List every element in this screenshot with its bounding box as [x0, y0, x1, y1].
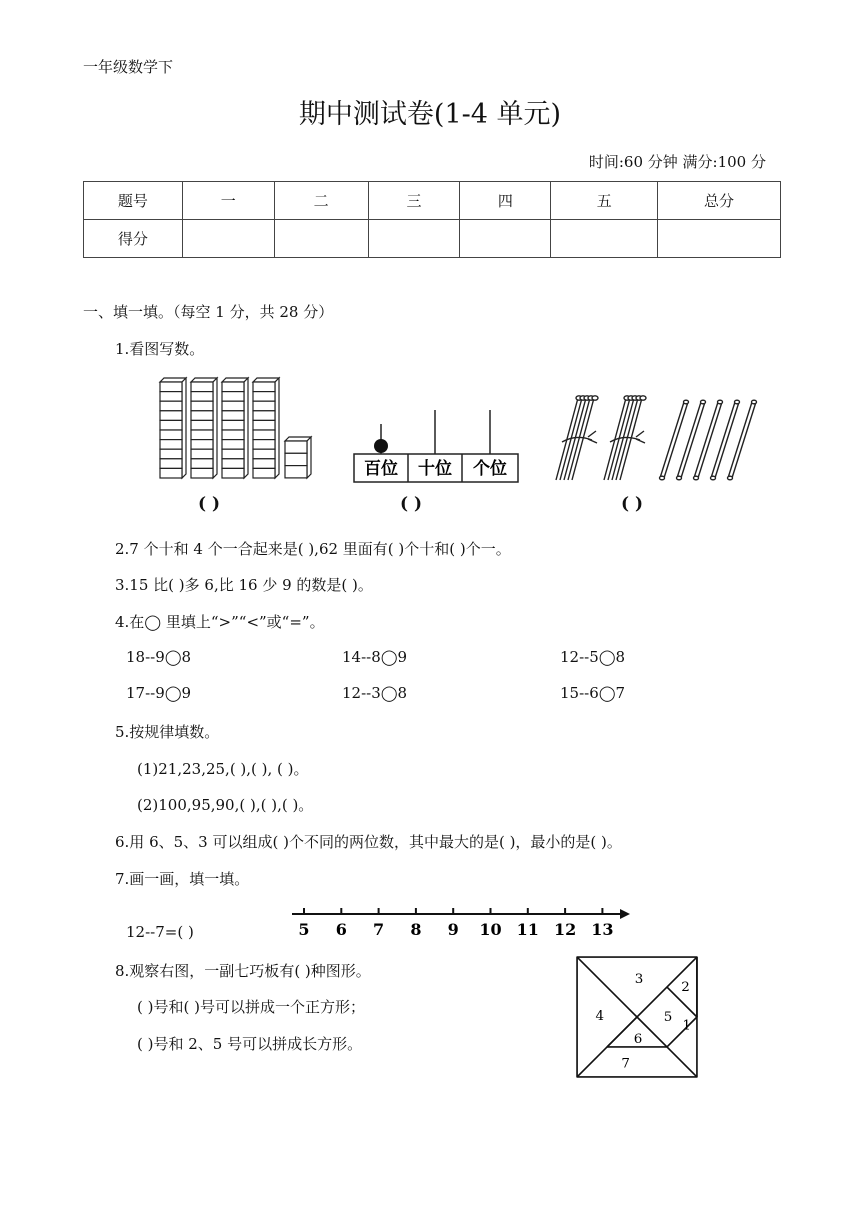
compare-item: 12--5◯8: [560, 648, 626, 666]
tangram-figure: [575, 955, 699, 1079]
question-2: 2.7 个十和 4 个一合起来是( ),62 里面有( )个十和( )个一。: [115, 540, 511, 558]
tangram-piece-label: 6: [633, 1031, 643, 1047]
sticks-figure: [548, 392, 776, 488]
header-cell: 五: [551, 182, 658, 220]
tangram-piece-label: 3: [634, 971, 644, 987]
ten-cube-column: [253, 378, 279, 478]
score-cell[interactable]: [460, 220, 551, 258]
number-line[interactable]: [288, 902, 633, 944]
tangram-piece-label: 1: [682, 1018, 691, 1034]
ten-cube-column: [160, 378, 186, 478]
number-line-label: 7: [373, 920, 385, 939]
score-cell[interactable]: [551, 220, 658, 258]
page-title: 期中测试卷(1-4 单元): [298, 99, 562, 130]
cube-columns-figure: [155, 376, 315, 486]
question-8-line-2: ( )号和 2、5 号可以拼成长方形。: [137, 1035, 363, 1053]
compare-item: 14--8◯9: [342, 648, 408, 666]
pattern-item: (2)100,95,90,( ),( ),( )。: [137, 796, 314, 814]
abacus-figure: [350, 404, 522, 486]
tangram-piece-label: 2: [681, 980, 690, 996]
score-cell[interactable]: [182, 220, 274, 258]
tangram-piece-label: 4: [595, 1009, 605, 1025]
stick-bundle: [556, 396, 598, 480]
score-cell[interactable]: [658, 220, 781, 258]
ten-cube-column: [222, 378, 248, 478]
number-line-label: 6: [335, 920, 347, 939]
number-line-label: 9: [447, 920, 459, 939]
answer-blank[interactable]: ( ): [621, 494, 644, 514]
question-7: 7.画一画，填一填。: [115, 870, 250, 888]
number-line-label: 8: [410, 920, 422, 939]
question-1: 1.看图写数。: [115, 340, 205, 358]
section-title: 一、填一填。（每空 1 分，共 28 分）: [83, 303, 334, 321]
stick-bundle: [604, 396, 646, 480]
compare-item: 12--3◯8: [342, 684, 408, 702]
header-cell: 二: [274, 182, 368, 220]
exam-meta: 时间:60 分钟 满分:100 分: [588, 153, 766, 171]
abacus-label: 个位: [473, 459, 507, 479]
subtraction-expression: 12--7=( ): [126, 923, 194, 941]
number-line-label: 5: [298, 920, 310, 939]
header-cell: 题号: [84, 182, 183, 220]
row-label-cell: 得分: [84, 220, 183, 258]
question-4: 4.在◯ 里填上“>”“<”或“=”。: [115, 613, 325, 631]
abacus-bead: [374, 439, 388, 453]
tangram-piece-label: 7: [621, 1056, 630, 1072]
table-row: [84, 220, 781, 258]
answer-blank[interactable]: ( ): [400, 494, 423, 514]
score-table: [83, 181, 781, 258]
number-line-label: 10: [479, 920, 502, 939]
ten-cube-column: [191, 378, 217, 478]
header-cell: 一: [182, 182, 274, 220]
compare-item: 15--6◯7: [560, 684, 626, 702]
question-8: 8.观察右图，一副七巧板有( )种图形。: [115, 962, 371, 980]
number-line-label: 13: [591, 920, 614, 939]
header-cell: 三: [368, 182, 460, 220]
pattern-item: (1)21,23,25,( ),( ), ( )。: [137, 760, 309, 778]
header-cell: 四: [460, 182, 551, 220]
compare-item: 17--9◯9: [126, 684, 192, 702]
abacus-label: 百位: [364, 459, 398, 479]
question-5: 5.按规律填数。: [115, 723, 220, 741]
answer-blank[interactable]: ( ): [198, 494, 221, 514]
question-6: 6.用 6、5、3 可以组成( )个不同的两位数，其中最大的是( )，最小的是( )。: [115, 833, 622, 851]
question-3: 3.15 比( )多 6,比 16 少 9 的数是( )。: [115, 576, 373, 594]
question-8-line-1: ( )号和( )号可以拼成一个正方形；: [137, 998, 365, 1016]
number-line-label: 11: [516, 920, 539, 939]
abacus-label: 十位: [418, 459, 452, 479]
header-cell: 总分: [658, 182, 781, 220]
compare-item: 18--9◯8: [126, 648, 192, 666]
grade-label: 一年级数学下: [83, 58, 174, 76]
table-row: [84, 182, 781, 220]
score-cell[interactable]: [274, 220, 368, 258]
score-cell[interactable]: [368, 220, 460, 258]
single-cubes: [285, 437, 311, 478]
number-line-label: 12: [553, 920, 577, 939]
tangram-piece-label: 5: [663, 1010, 673, 1026]
